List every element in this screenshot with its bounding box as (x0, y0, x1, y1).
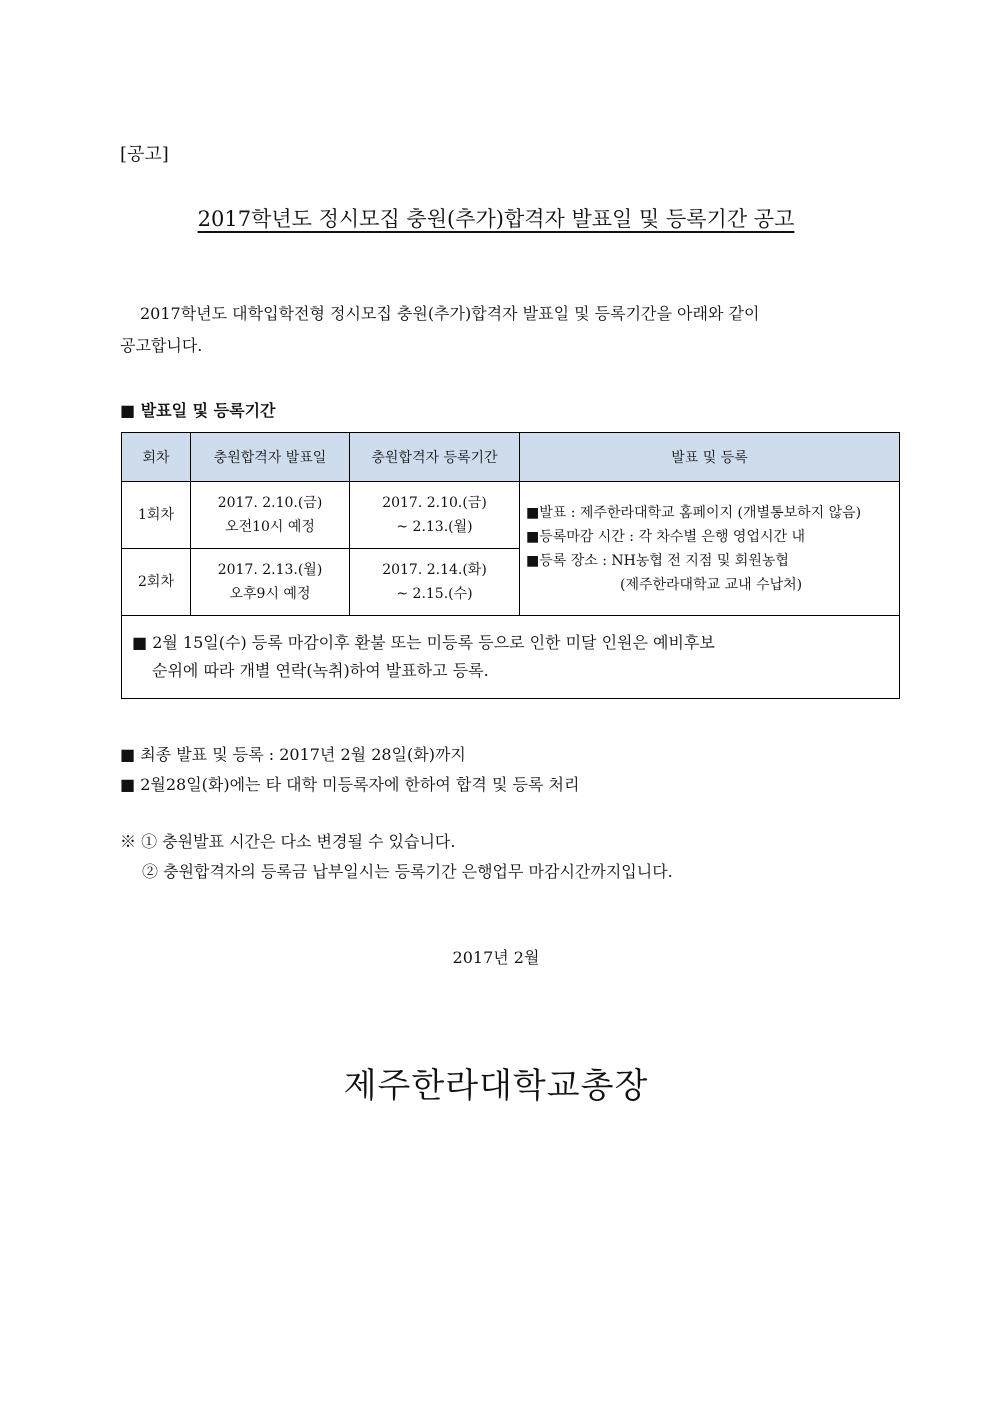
table-row (122, 482, 900, 549)
schedule-table (121, 432, 900, 699)
notes-list (120, 827, 673, 887)
note-line-1: ■ 2월 15일(수) 등록 마감이후 환불 또는 미등록 등으로 인한 미달 인원은 예비후보 (132, 633, 715, 652)
table-note-row (122, 616, 900, 699)
intro-paragraph (120, 298, 900, 362)
announce-time: 오전10시 예정 (225, 519, 315, 535)
registration-end: ~ 2.15.(수) (396, 586, 473, 602)
registration-period-cell (350, 482, 520, 549)
announce-date: 2017. 2.10.(금) (217, 495, 323, 511)
note-item-2: ② 충원합격자의 등록금 납부일시는 등록기간 은행업무 마감시간까지입니다. (142, 862, 673, 881)
registration-start: 2017. 2.10.(금) (382, 495, 487, 511)
info-line-announce: ■발표 : 제주한라대학교 홈페이지 (개별통보하지 않음) (526, 504, 862, 521)
note-cell (122, 616, 900, 699)
intro-line-1: 2017학년도 대학입학전형 정시모집 충원(추가)합격자 발표일 및 등록기간을 아래와 같이 (140, 304, 760, 323)
intro-line-2: 공고합니다. (120, 336, 203, 355)
registration-start: 2017. 2.14.(화) (382, 562, 487, 578)
bullet-list (120, 740, 579, 800)
round-cell: 2회차 (122, 549, 191, 616)
info-line-place-detail: (제주한라대학교 교내 수납처) (620, 576, 803, 593)
registration-end: ~ 2.13.(월) (396, 519, 473, 535)
signer-name: 제주한라대학교총장 (343, 1066, 649, 1106)
header-announce-date: 충원합격자 발표일 (191, 433, 350, 482)
round-cell: 1회차 (122, 482, 191, 549)
bullet-feb28-processing: ■ 2월28일(화)에는 타 대학 미등록자에 한하여 합격 및 등록 처리 (120, 775, 580, 794)
announce-date: 2017. 2.13.(월) (217, 562, 323, 578)
announce-time: 오후9시 예정 (229, 586, 311, 602)
registration-period-cell (350, 549, 520, 616)
notice-label: [공고] (120, 144, 169, 165)
header-announce-and-register: 발표 및 등록 (520, 433, 900, 482)
document-title (0, 203, 992, 233)
issue-date: 2017년 2월 (452, 948, 540, 967)
announce-date-cell (191, 549, 350, 616)
document-title-text: 2017학년도 정시모집 충원(추가)합격자 발표일 및 등록기간 공고 (197, 207, 795, 231)
header-registration-period: 충원합격자 등록기간 (350, 433, 520, 482)
info-cell (520, 482, 900, 616)
bullet-final-deadline: ■ 최종 발표 및 등록 : 2017년 2월 28일(화)까지 (120, 745, 466, 764)
info-line-place: ■등록 장소 : NH농협 전 지점 및 회원농협 (526, 552, 789, 569)
announce-date-cell (191, 482, 350, 549)
section-heading: ■ 발표일 및 등록기간 (120, 401, 276, 420)
table-header-row (122, 433, 900, 482)
info-line-deadline: ■등록마감 시간 : 각 차수별 은행 영업시간 내 (526, 528, 806, 545)
note-line-2: 순위에 따라 개별 연락(녹취)하여 발표하고 등록. (152, 661, 489, 680)
header-round: 회차 (122, 433, 191, 482)
note-item-1: ※ ① 충원발표 시간은 다소 변경될 수 있습니다. (120, 832, 456, 851)
